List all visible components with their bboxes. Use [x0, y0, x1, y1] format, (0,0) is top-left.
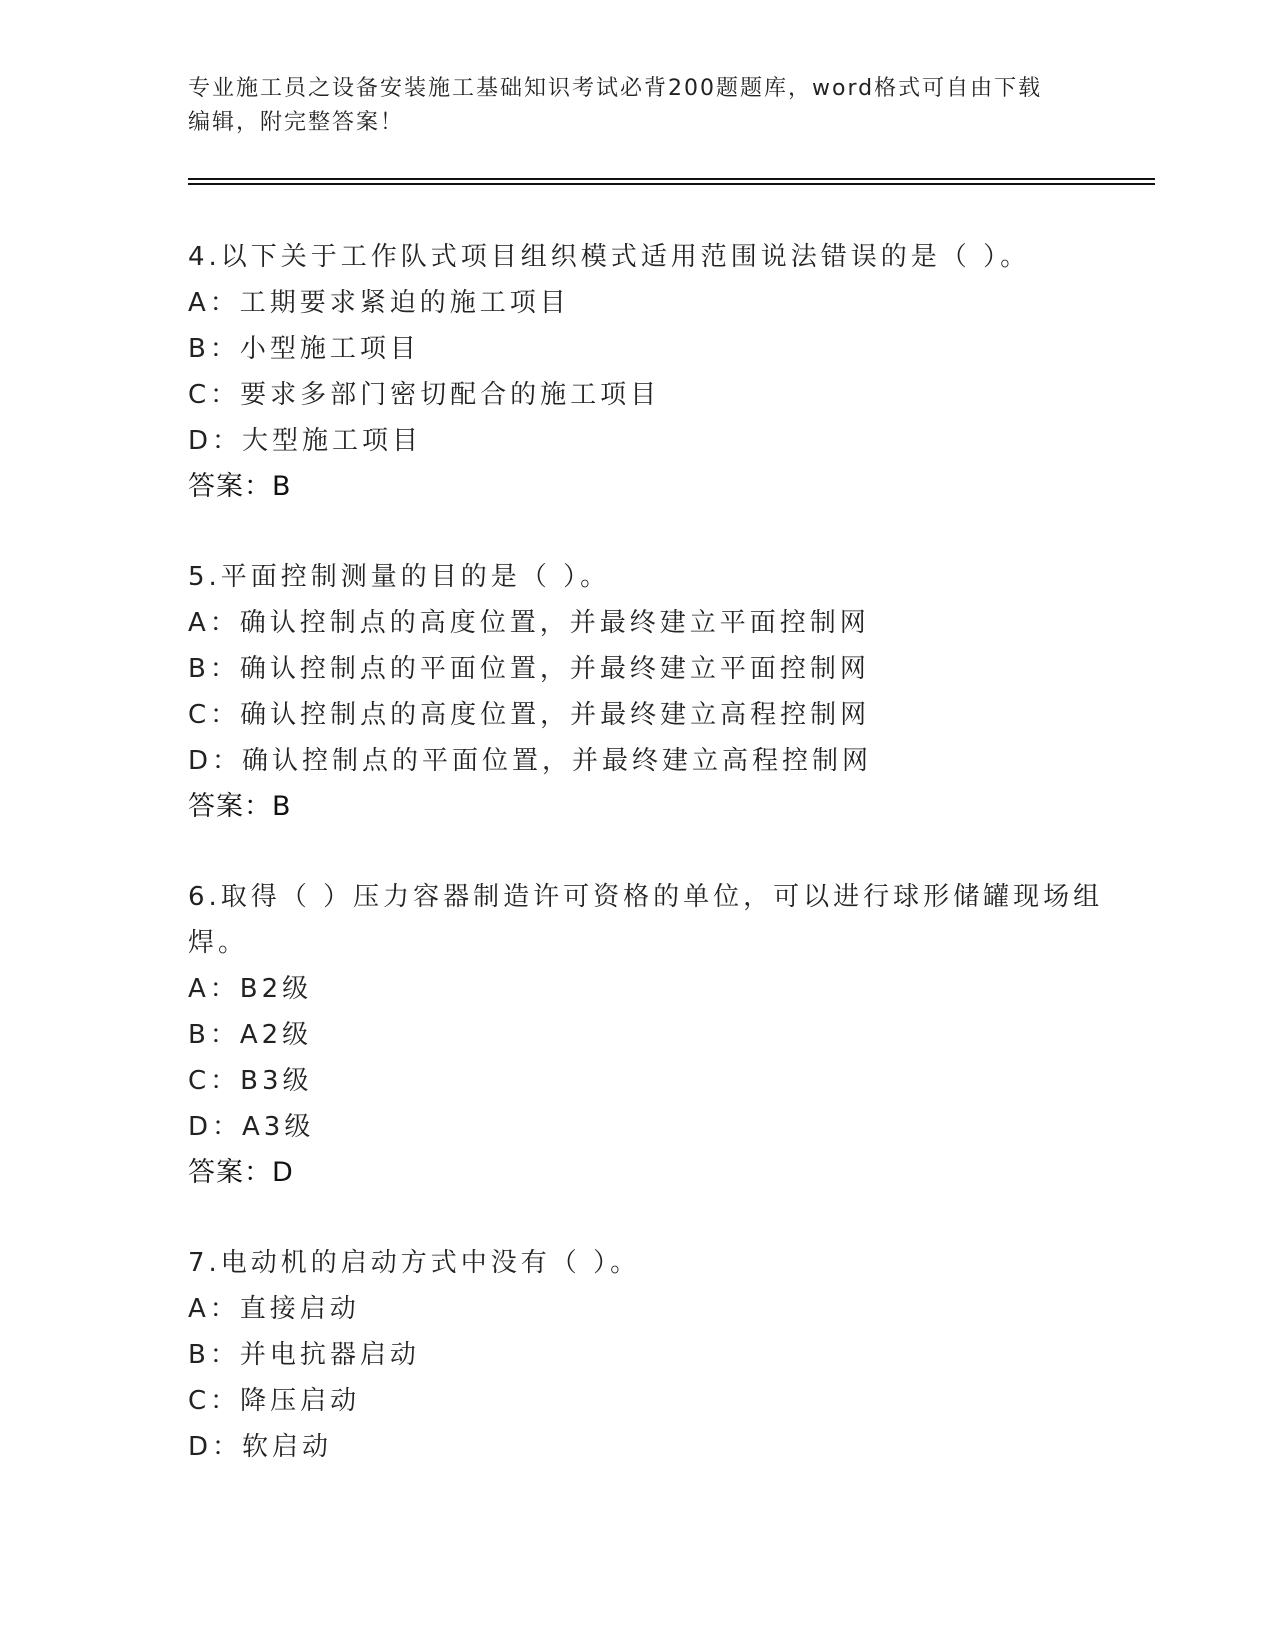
header-line-2: 编辑，附完整答案！: [188, 110, 405, 135]
option-a: A：B2级: [188, 974, 313, 1004]
answer-label: 答案：D: [188, 1157, 294, 1188]
document-header: [188, 72, 1078, 140]
option-a: A：工期要求紧迫的施工项目: [188, 288, 570, 318]
option-b: B：并电抗器启动: [188, 1340, 420, 1370]
question-stem: 4.以下关于工作队式项目组织模式适用范围说法错误的是（ ）。: [188, 242, 1031, 272]
question-stem: 7.电动机的启动方式中没有（ ）。: [188, 1248, 641, 1278]
option-a: A：确认控制点的高度位置，并最终建立平面控制网: [188, 608, 870, 638]
question-4: [188, 234, 1128, 510]
option-d: D：确认控制点的平面位置，并最终建立高程控制网: [188, 746, 873, 776]
option-d: D：A3级: [188, 1112, 315, 1142]
option-b: B：A2级: [188, 1020, 313, 1050]
header-divider-bottom: [188, 183, 1155, 185]
option-c: C：B3级: [188, 1066, 313, 1096]
header-line-1: 专业施工员之设备安装施工基础知识考试必背200题题库，word格式可自由下载: [188, 76, 1043, 101]
question-stem: 6.取得（ ）压力容器制造许可资格的单位，可以进行球形储罐现场组: [188, 882, 1104, 912]
option-d: D：大型施工项目: [188, 426, 423, 456]
question-7: [188, 1240, 1128, 1470]
answer-label: 答案：B: [188, 791, 292, 822]
option-a: A：直接启动: [188, 1294, 360, 1324]
question-stem-continued: 焊。: [188, 928, 249, 958]
option-d: D：软启动: [188, 1432, 333, 1462]
question-6: [188, 874, 1128, 1196]
option-c: C：确认控制点的高度位置，并最终建立高程控制网: [188, 700, 871, 730]
question-5: [188, 554, 1128, 830]
option-b: B：确认控制点的平面位置，并最终建立平面控制网: [188, 654, 870, 684]
option-c: C：要求多部门密切配合的施工项目: [188, 380, 661, 410]
answer-label: 答案：B: [188, 471, 292, 502]
question-stem: 5.平面控制测量的目的是（ ）。: [188, 562, 611, 592]
header-divider-top: [188, 178, 1155, 180]
option-b: B：小型施工项目: [188, 334, 420, 364]
option-c: C：降压启动: [188, 1386, 361, 1416]
